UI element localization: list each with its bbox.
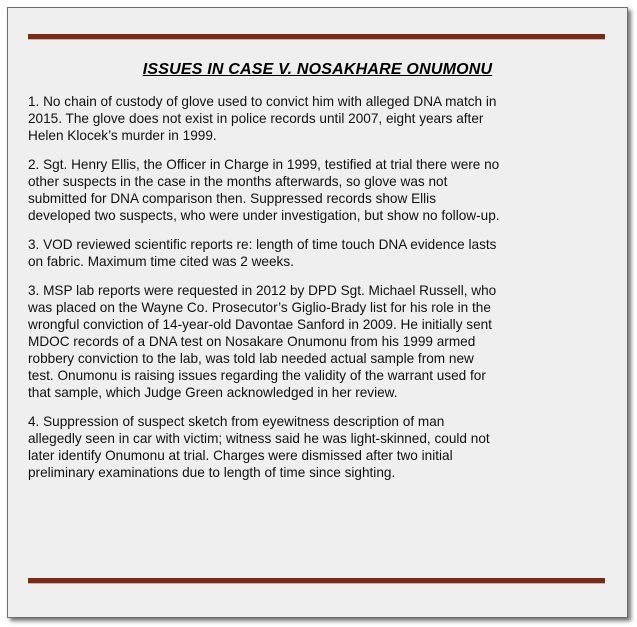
issue-line: test. Onumonu is raising issues regarding the validity of the warrant used for [28,368,486,383]
issue-line: other suspects in the case in the months afterwards, so glove was not [28,174,448,189]
issue-line: submitted for DNA comparison then. Suppressed records show Ellis [28,191,436,206]
issue-line: wrongful conviction of 14-year-old Davontae Sanford in 2009. He initially sent [28,317,492,332]
issue-line: 2. Sgt. Henry Ellis, the Officer in Charge in 1999, testified at trial there were no [28,157,500,172]
issue-line: 2015. The glove does not exist in police records until 2007, eight years after [28,111,484,126]
issue-line: Helen Klocek’s murder in 1999. [28,128,217,143]
issue-paragraph-1 [28,93,608,144]
issue-line: allegedly seen in car with victim; witness said he was light-skinned, could not [28,431,490,446]
issue-line: 1. No chain of custody of glove used to convict him with alleged DNA match in [28,94,497,109]
issue-line: later identify Onumonu at trial. Charges were dismissed after two initial [28,448,453,463]
issue-paragraph-5 [28,413,608,481]
issues-list [28,93,608,493]
top-divider [28,34,605,40]
issue-paragraph-2 [28,156,608,224]
issue-line: MDOC records of a DNA test on Nosakare Onumonu from his 1999 armed [28,334,476,349]
issue-line: 3. VOD reviewed scientific reports re: length of time touch DNA evidence lasts [28,237,497,252]
issue-paragraph-4 [28,282,608,401]
issue-paragraph-3 [28,236,608,270]
issue-line: that sample, which Judge Green acknowledged in her review. [28,385,398,400]
issue-line: was placed on the Wayne Co. Prosecutor’s Giglio-Brady list for his role in the [28,300,491,315]
document-panel [7,7,628,618]
issue-line: 3. MSP lab reports were requested in 2012 by DPD Sgt. Michael Russell, who [28,283,497,298]
issue-line: 4. Suppression of suspect sketch from eyewitness description of man [28,414,445,429]
issue-line: developed two suspects, who were under investigation, but show no follow-up. [28,208,500,223]
document-title: ISSUES IN CASE V. NOSAKHARE ONUMONU [142,61,493,78]
issue-line: preliminary examinations due to length of time since sighting. [28,465,396,480]
issue-line: robbery conviction to the lab, was told lab needed actual sample from new [28,351,474,366]
issue-line: on fabric. Maximum time cited was 2 weeks. [28,254,294,269]
bottom-divider [28,578,605,584]
